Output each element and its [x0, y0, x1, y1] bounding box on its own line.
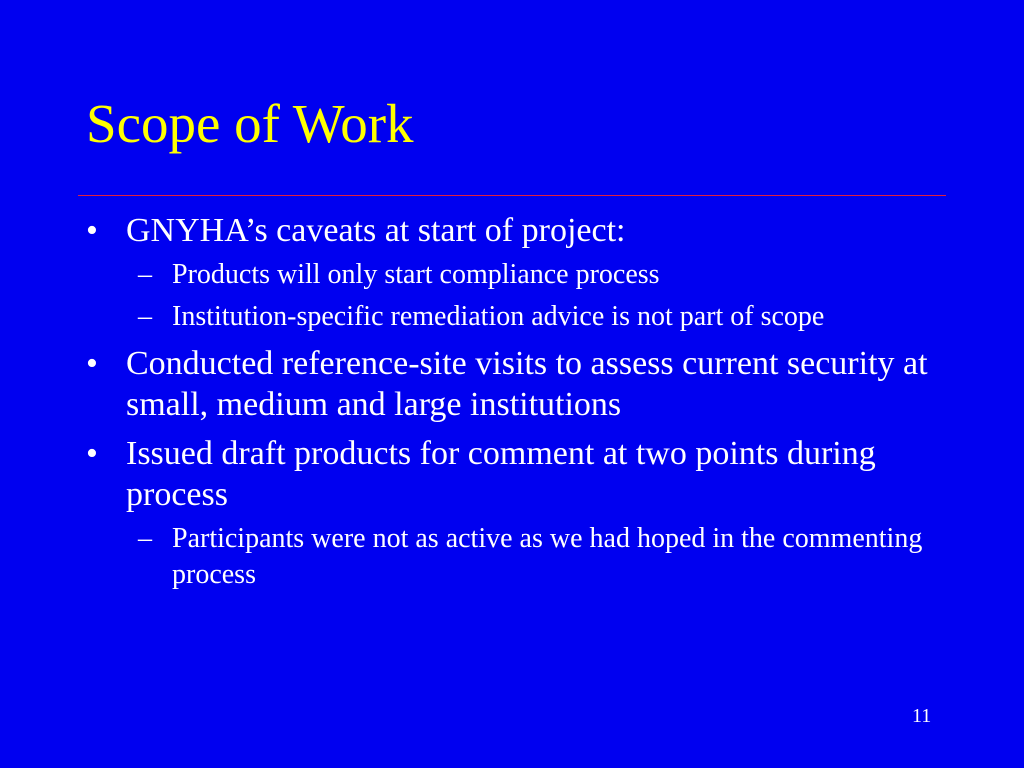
- sub-bullet-item: [86, 299, 986, 335]
- sub-bullet-item: [86, 257, 986, 293]
- dash-marker: –: [138, 259, 152, 290]
- bullet-list: [86, 210, 986, 593]
- dash-marker: –: [138, 301, 152, 332]
- bullet-text: Conducted reference-site visits to assess current security at small, medium and large institutions: [126, 345, 928, 423]
- sub-bullet-item: [86, 521, 986, 593]
- bullet-text: GNYHA’s caveats at start of project:: [126, 212, 626, 249]
- dash-marker: –: [138, 523, 152, 554]
- bullet-item: [86, 210, 986, 251]
- bullet-marker: •: [86, 435, 98, 472]
- sub-bullet-text: Participants were not as active as we had hoped in the commenting process: [172, 523, 923, 590]
- bullet-text: Issued draft products for comment at two points during process: [126, 435, 876, 513]
- slide-title: Scope of Work: [86, 93, 414, 154]
- bullet-item: [86, 343, 986, 425]
- bullet-marker: •: [86, 345, 98, 382]
- sub-bullet-text: Products will only start compliance process: [172, 259, 660, 290]
- sub-bullet-text: Institution-specific remediation advice is not part of scope: [172, 301, 825, 332]
- bullet-item: [86, 433, 986, 515]
- bullet-marker: •: [86, 212, 98, 249]
- page-number: 11: [912, 705, 932, 727]
- title-divider: [78, 195, 946, 196]
